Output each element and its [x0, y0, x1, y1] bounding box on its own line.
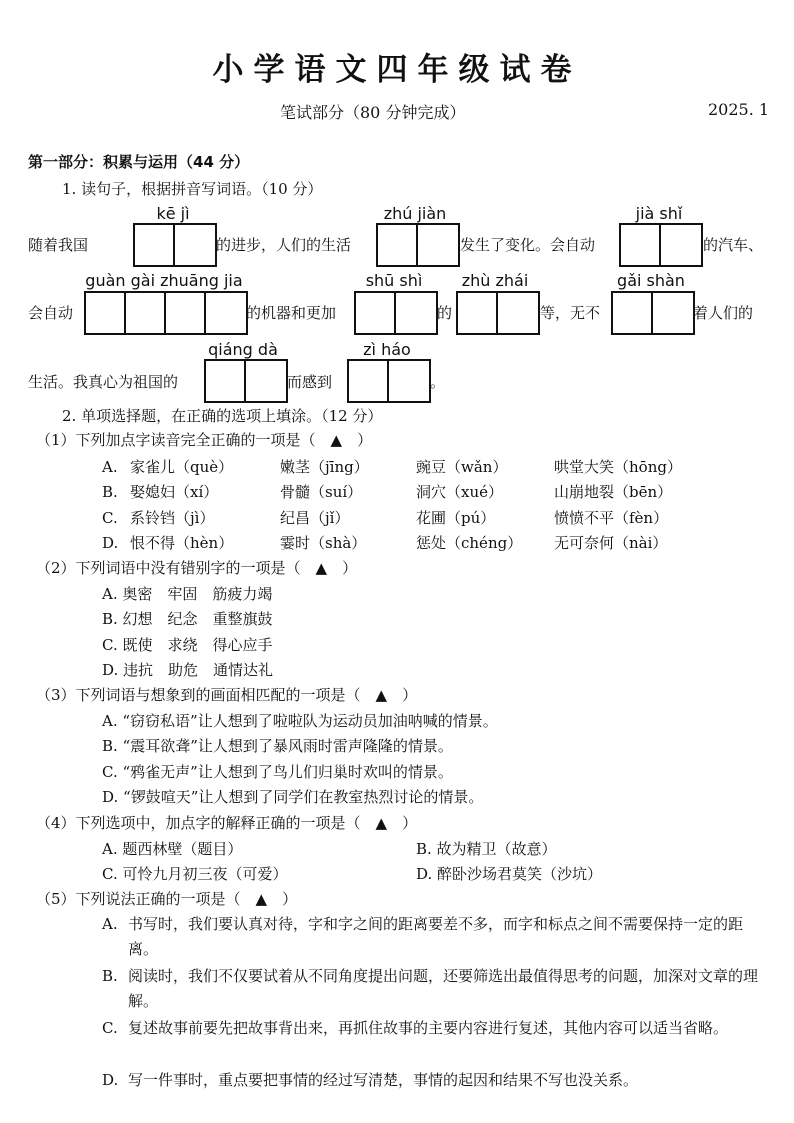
q2-5-stem: （5）下列说法正确的一项是（ ▲ ） — [36, 890, 298, 908]
option-word: 花圃（pú） — [416, 509, 496, 527]
pinyin-jiashi: jià shǐ — [635, 204, 683, 223]
option-text: 书写时，我们要认真对待，字和字之间的距离要差不多，而字和标点之间不需要保持一定的距离。 — [128, 915, 744, 958]
option-word: 娶媳妇（xí） — [130, 483, 219, 501]
q1-prompt: 1. 读句子，根据拼音写词语。（10 分） — [62, 180, 323, 198]
q1-text-10: 生活。我真心为祖国的 — [28, 373, 179, 391]
option-c[interactable]: C. 既使 求绕 得心应手 — [102, 636, 273, 654]
option-word: 哄堂大笑（hōng） — [554, 458, 682, 476]
q2-1-stem: （1）下列加点字读音完全正确的一项是（ ▲ ） — [36, 431, 373, 449]
q1-text-7: 的 — [437, 304, 453, 322]
answer-boxes-shushi[interactable] — [354, 291, 438, 335]
option-a[interactable]: A. 题西林壁（题目） — [102, 840, 243, 858]
q1-text-2: 的进步，人们的生活 — [216, 236, 352, 254]
pinyin-zhuzhai: zhù zhái — [461, 271, 529, 290]
pinyin-zihao: zì háo — [363, 340, 411, 359]
option-a[interactable]: A. 奥密 牢固 筋疲力竭 — [102, 585, 273, 603]
option-text: 写一件事时，重点要把事情的经过写清楚，事情的起因和结果不写也没关系。 — [128, 1071, 639, 1089]
exam-title: 小学语文四年级试卷 — [212, 52, 582, 88]
q1-text-5: 会自动 — [28, 304, 74, 322]
option-a[interactable]: A. “窃窃私语”让人想到了啦啦队为运动员加油呐喊的情景。 — [102, 712, 498, 730]
option-label[interactable]: A. — [102, 458, 118, 476]
option-label[interactable]: D. — [102, 534, 119, 552]
q1-text-9: 着人们的 — [693, 304, 754, 322]
option-text: 阅读时，我们不仅要试着从不同角度提出问题，还要筛选出最值得思考的问题，加深对文章的理解。 — [128, 967, 759, 1010]
exam-date: 2025. 1 — [708, 100, 770, 119]
option-label[interactable]: C. — [102, 509, 118, 527]
q2-2-stem: （2）下列词语中没有错别字的一项是（ ▲ ） — [36, 559, 358, 577]
pinyin-shushi: shū shì — [365, 271, 423, 290]
option-word: 惩处（chéng） — [416, 534, 523, 552]
option-d[interactable]: D. 违抗 助危 通情达礼 — [102, 661, 274, 679]
pinyin-gaishan: gǎi shàn — [617, 271, 685, 290]
option-word: 嫩茎（jīng） — [280, 458, 369, 476]
option-word: 恨不得（hèn） — [130, 534, 234, 552]
pinyin-keji: kē jì — [156, 204, 190, 223]
option-a[interactable] — [102, 912, 772, 962]
option-b[interactable]: B. 故为精卫（故意） — [416, 840, 557, 858]
option-word: 豌豆（wǎn） — [416, 458, 508, 476]
option-word: 洞穴（xué） — [416, 483, 503, 501]
pinyin-zhujian: zhú jiàn — [383, 204, 447, 223]
option-label: B. — [102, 967, 118, 985]
option-word: 霎时（shà） — [280, 534, 367, 552]
answer-boxes-guangaizhuangjia[interactable] — [84, 291, 248, 335]
answer-boxes-zihao[interactable] — [347, 359, 431, 403]
option-d[interactable]: D. “锣鼓喧天”让人想到了同学们在教室热烈讨论的情景。 — [102, 788, 484, 806]
option-c[interactable] — [102, 1016, 772, 1066]
q1-text-3: 发生了变化。会自动 — [460, 236, 596, 254]
option-b[interactable]: B. 幻想 纪念 重整旗鼓 — [102, 610, 273, 628]
answer-boxes-gaishan[interactable] — [611, 291, 695, 335]
option-label: A. — [102, 915, 118, 933]
q1-text-6: 的机器和更加 — [246, 304, 337, 322]
option-word: 骨髓（suí） — [280, 483, 363, 501]
option-word: 无可奈何（nài） — [554, 534, 668, 552]
option-word: 家雀儿（què） — [130, 458, 234, 476]
option-label: D. — [102, 1071, 119, 1089]
option-d[interactable] — [102, 1068, 772, 1093]
option-word: 系铃铛（jì） — [130, 509, 215, 527]
q1-text-11: 而感到 — [287, 373, 333, 391]
option-label[interactable]: B. — [102, 483, 118, 501]
answer-boxes-zhuzhai[interactable] — [456, 291, 540, 335]
answer-boxes-keji[interactable] — [133, 223, 217, 267]
pinyin-guangaizhuangjia: guàn gài zhuāng jia — [85, 271, 243, 290]
pinyin-qiangda: qiáng dà — [208, 340, 278, 359]
option-c[interactable]: C. 可怜九月初三夜（可爱） — [102, 865, 288, 883]
option-word: 愤愤不平（fèn） — [554, 509, 669, 527]
q2-prompt: 2. 单项选择题，在正确的选项上填涂。（12 分） — [62, 407, 383, 425]
option-word: 纪昌（jǐ） — [280, 509, 350, 527]
q2-4-stem: （4）下列选项中，加点字的解释正确的一项是（ ▲ ） — [36, 814, 418, 832]
answer-boxes-jiashi[interactable] — [619, 223, 703, 267]
option-c[interactable]: C. “鸦雀无声”让人想到了鸟儿们归巢时欢叫的情景。 — [102, 763, 453, 781]
option-b[interactable] — [102, 964, 772, 1014]
exam-subtitle: 笔试部分（80 分钟完成） — [280, 103, 466, 122]
q1-text-4: 的汽车、 — [703, 236, 764, 254]
answer-boxes-zhujian[interactable] — [376, 223, 460, 267]
option-d[interactable]: D. 醉卧沙场君莫笑（沙坑） — [416, 865, 603, 883]
option-text: 复述故事前要先把故事背出来，再抓住故事的主要内容进行复述，其他内容可以适当省略。 — [128, 1019, 729, 1037]
q1-text-12: 。 — [430, 373, 446, 391]
q2-3-stem: （3）下列词语与想象到的画面相匹配的一项是（ ▲ ） — [36, 686, 418, 704]
part1-heading: 第一部分：积累与运用（44 分） — [28, 153, 250, 171]
option-label: C. — [102, 1019, 118, 1037]
option-word: 山崩地裂（bēn） — [554, 483, 673, 501]
answer-boxes-qiangda[interactable] — [204, 359, 288, 403]
option-b[interactable]: B. “震耳欲聋”让人想到了暴风雨时雷声隆隆的情景。 — [102, 737, 453, 755]
q1-text-1: 随着我国 — [28, 236, 89, 254]
q1-text-8: 等，无不 — [540, 304, 601, 322]
